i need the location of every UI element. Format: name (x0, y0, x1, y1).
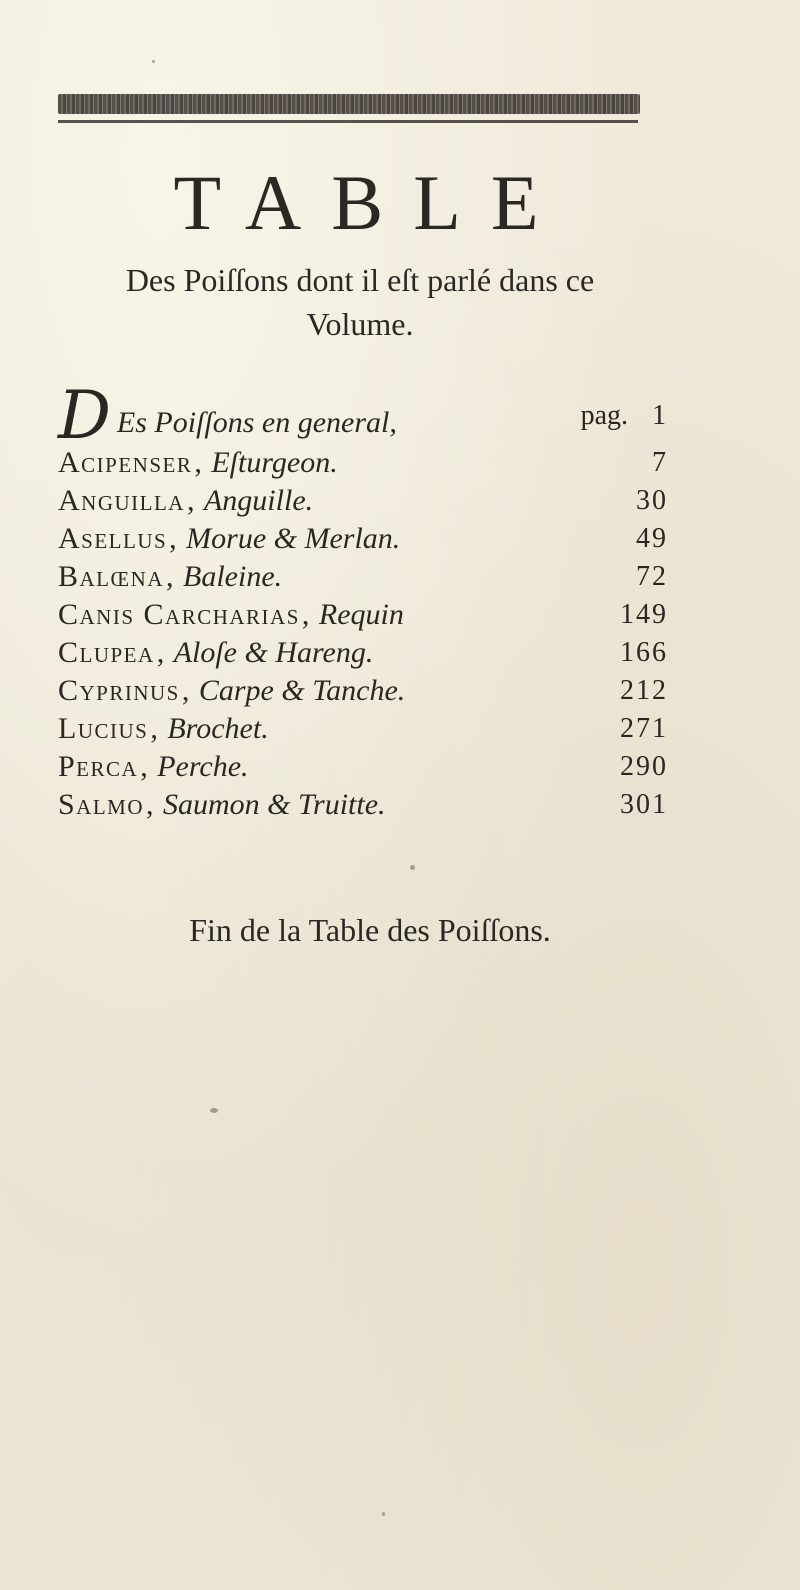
toc-french-name: Perche. (157, 750, 249, 783)
toc-entry (58, 596, 668, 634)
toc-separator: , (156, 636, 165, 669)
header-ornament-band (58, 94, 640, 114)
toc-separator: , (194, 446, 202, 479)
toc-latin-name: Asellus (58, 522, 168, 555)
toc-entry (58, 520, 668, 558)
toc-french-name: Carpe & Tanche. (198, 674, 406, 707)
toc-entry (58, 444, 668, 482)
toc-entry-text: Es Poiſſons en general, (116, 406, 397, 439)
toc-separator: , (181, 674, 190, 707)
toc-page-number: 290 (620, 751, 668, 782)
toc-entry (58, 672, 668, 710)
toc-entry (58, 748, 668, 786)
toc-french-name: Saumon & Truitte. (163, 788, 386, 821)
toc-latin-name: Lucius (58, 712, 149, 745)
toc-page-number: 301 (620, 789, 668, 820)
toc-french-name: Morue & Merlan. (186, 522, 401, 555)
paper-speck (410, 865, 415, 870)
toc-latin-name: Clupea (58, 636, 155, 669)
toc-page-number: 1 (652, 400, 668, 431)
closing-line: Fin de la Table des Poiſſons. (189, 912, 551, 948)
toc-entry (58, 786, 668, 824)
toc-separator: , (150, 712, 158, 745)
toc-separator: , (169, 522, 177, 555)
subtitle-line-1: Des Poiſſons dont il eſt parlé dans ce (125, 262, 595, 298)
toc-latin-name: Cyprinus (58, 674, 180, 707)
toc-latin-name: Balœna (58, 560, 165, 593)
toc-french-name: Brochet. (167, 712, 269, 745)
toc-french-name: Anguille. (203, 484, 314, 517)
page-subtitle (40, 258, 680, 346)
toc-entry (58, 710, 668, 748)
toc-separator: , (301, 598, 310, 631)
header-rule (58, 120, 638, 123)
toc-separator: , (186, 484, 195, 517)
toc-french-name: Eſturgeon. (211, 446, 338, 479)
toc-page-number: 49 (636, 523, 668, 554)
toc-page-number: 271 (620, 713, 668, 744)
toc-french-name: Requin (318, 598, 404, 631)
toc-french-name: Aloſe & Hareng. (173, 636, 374, 669)
paper-speck (152, 60, 155, 63)
paper-speck (382, 1512, 385, 1516)
toc-separator: , (166, 560, 174, 593)
toc-latin-name: Perca (58, 750, 139, 783)
toc-latin-name: Salmo (58, 788, 145, 821)
toc-french-name: Baleine. (183, 560, 283, 593)
toc-page-number: 212 (620, 675, 668, 706)
toc-entry-first (58, 377, 668, 454)
toc-entry (58, 558, 668, 596)
toc-entry (58, 482, 668, 520)
dropcap-letter: D (58, 377, 111, 454)
toc-latin-name: Canis Carcharias (58, 598, 300, 631)
pag-label: pag. (580, 400, 628, 431)
toc-page-number: 30 (636, 485, 668, 516)
subtitle-line-2: Volume. (306, 306, 414, 342)
toc-latin-name: Acipenser (58, 446, 193, 479)
toc-latin-name: Anguilla (58, 484, 185, 517)
toc-separator: , (146, 788, 154, 821)
toc-page-number: 166 (620, 637, 668, 668)
toc-page-number: 72 (636, 561, 668, 592)
toc-page-number: 149 (620, 599, 668, 630)
table-of-contents (58, 377, 668, 824)
toc-page-number: 7 (652, 447, 668, 478)
toc-entry (58, 634, 668, 672)
toc-separator: , (140, 750, 148, 783)
paper-speck (210, 1108, 218, 1113)
page-title: TABLE (173, 159, 569, 246)
